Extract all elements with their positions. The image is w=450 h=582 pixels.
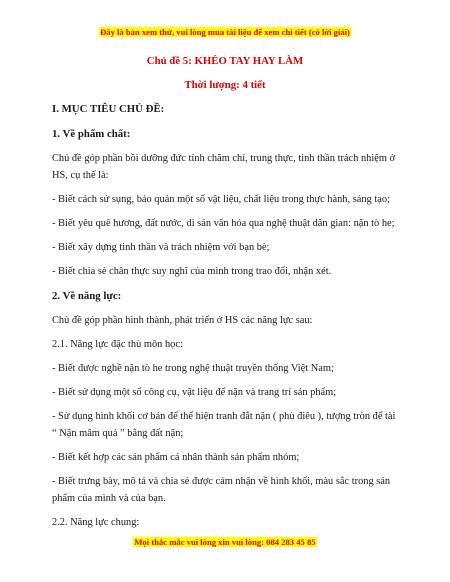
contact-banner: [0, 537, 450, 547]
quality-item: - Biết cách sử sụng, bảo quản một số vật liệu, chất liệu trong thực hành, sáng tạo;: [52, 194, 390, 205]
competency-item: - Biết kết hợp các sản phẩm cá nhân thành sản phẩm nhóm;: [52, 452, 300, 463]
section-objectives-heading: I. MỤC TIÊU CHỦ ĐỀ:: [52, 103, 165, 115]
competencies-intro: Chủ đề góp phần hình thành, phát triển ở HS các năng lực sau:: [52, 315, 313, 326]
competency-item: - Biết được nghề nặn tò he trong nghệ thuật truyền thống Việt Nam;: [52, 363, 334, 374]
quality-item: - Biết chia sẻ chân thực suy nghĩ của mình trong trao đổi, nhận xét.: [52, 266, 332, 277]
competency-item: - Sử dụng hình khối cơ bản để thể hiện tranh đắt nặn ( phù điêu ), tượng tròn để tài: [52, 411, 396, 422]
topic-title: Chủ đề 5: KHÉO TAY HAY LÀM: [146, 55, 304, 67]
competency-item-continued: phẩm của mình và của bạn.: [52, 493, 166, 504]
specific-competencies-heading: 2.1. Năng lực đặc thù môn học:: [52, 339, 183, 350]
competencies-heading: 2. Về năng lực:: [52, 290, 122, 302]
duration-line: Thời lượng: 4 tiết: [184, 79, 266, 91]
preview-notice-banner: [0, 27, 450, 37]
general-competencies-heading: 2.2. Năng lực chung:: [52, 517, 140, 528]
quality-item: - Biết yêu quê hương, đất nước, di sản văn hóa qua nghệ thuật dân gian: nặn tò he;: [52, 218, 395, 229]
qualities-intro-line-2: HS, cụ thể là:: [52, 170, 109, 181]
qualities-heading: 1. Về phẩm chất:: [52, 128, 131, 140]
quality-item: - Biết xây dựng tinh thần và trách nhiệm với bạn bè;: [52, 242, 270, 253]
qualities-intro-line-1: Chủ đề góp phần bồi dưỡng đức tính chăm chỉ, trung thực, tinh thần trách nhiệm ở: [52, 153, 396, 164]
competency-item: - Biết sử dụng một số công cụ, vật liệu để nặn và trang trí sản phẩm;: [52, 387, 337, 398]
preview-notice-text: Đây là bản xem thử, vui lòng mua tài liệu để xem chi tiết (có lời giải): [100, 27, 350, 37]
contact-text: Mọi thắc mắc vui lòng xin vui lòng: 084 283 45 85: [134, 537, 316, 547]
competency-item-continued: “ Nặn mâm quả ” bằng đất nặn;: [52, 428, 184, 439]
competency-item: - Biết trưng bày, mô tả và chia sẻ được cảm nhận về hình khối, màu sắc trong sản: [52, 476, 391, 487]
